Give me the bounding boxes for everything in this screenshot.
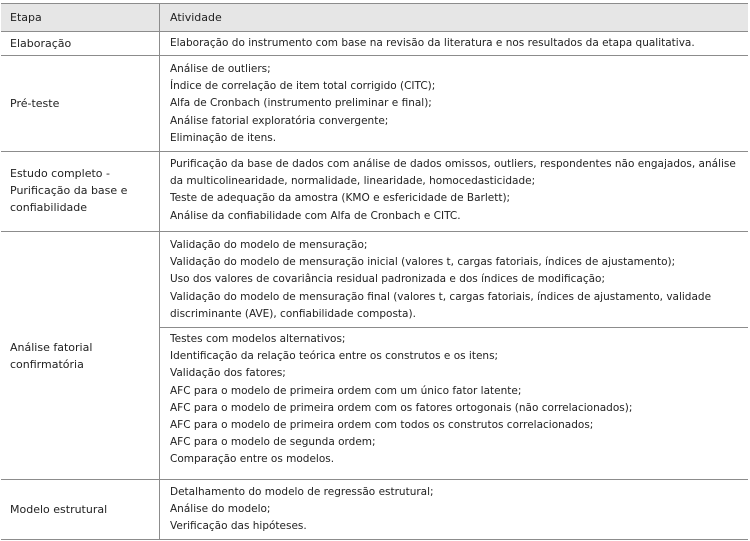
atividade-line: AFC para o modelo de primeira ordem com os fatores ortogonais (não correlacionados);: [170, 401, 633, 414]
table-row: [1, 151, 748, 231]
atividade-line: AFC para o modelo de primeira ordem com um único fator latente;: [170, 384, 522, 397]
atividade-line: Validação do modelo de mensuração;: [170, 239, 368, 251]
atividade-line: Validação do modelo de mensuração inicial (valores t, cargas fatoriais, índices de ajustamento);: [170, 256, 676, 269]
atividade-cell: [170, 331, 745, 469]
atividade-line: Análise da confiabilidade com Alfa de Cronbach e CITC.: [170, 209, 461, 222]
atividade-line: Elaboração do instrumento com base na revisão da literatura e nos resultados da etapa qualitativa.: [170, 37, 695, 49]
atividade-cell: [170, 484, 745, 536]
etapa-line: confiabilidade: [10, 201, 88, 214]
atividade-line: Detalhamento do modelo de regressão estrutural;: [170, 486, 434, 498]
column-divider: [159, 56, 160, 151]
atividade-cell: [170, 35, 745, 52]
table-row: [1, 231, 748, 479]
atividade-cell: [170, 237, 745, 323]
atividade-line: Análise fatorial exploratória convergente;: [170, 114, 389, 127]
etapa-line: Análise fatorial: [10, 341, 93, 354]
atividade-line: Validação do modelo de mensuração final (valores t, cargas fatoriais, índices de ajustamento, validade: [170, 290, 712, 303]
atividade-line: AFC para o modelo de segunda ordem;: [170, 436, 376, 449]
atividade-line: Eliminação de itens.: [170, 131, 277, 144]
atividade-line: Testes com modelos alternativos;: [170, 333, 346, 345]
atividade-line: AFC para o modelo de primeira ordem com todos os construtos correlacionados;: [170, 419, 594, 432]
atividade-line: Purificação da base de dados com análise de dados omissos, outliers, respondentes não engajados, análise: [170, 158, 736, 170]
header-atividade: Atividade: [170, 11, 222, 24]
etapa-line: Modelo estrutural: [10, 503, 108, 516]
table-header: [1, 3, 748, 31]
atividade-line: Análise de outliers;: [170, 63, 271, 75]
atividade-line: Uso dos valores de covariância residual padronizada e dos índices de modificação;: [170, 273, 606, 286]
column-divider: [159, 32, 160, 55]
column-divider: [159, 152, 160, 231]
atividade-line: Identificação da relação teórica entre os construtos e os itens;: [170, 350, 499, 363]
etapa-line: confirmatória: [10, 358, 84, 371]
atividade-cell: [170, 156, 745, 225]
etapa-cell: [10, 501, 155, 518]
etapa-line: Purificação da base e: [10, 184, 128, 197]
atividade-line: Análise do modelo;: [170, 503, 271, 516]
atividade-line: Validação dos fatores;: [170, 367, 286, 380]
atividade-line: discriminante (AVE), confiabilidade composta).: [170, 307, 416, 320]
etapa-cell: [10, 35, 155, 52]
atividade-line: Comparação entre os modelos.: [170, 453, 335, 466]
atividade-line: Índice de correlação de item total corrigido (CITC);: [170, 80, 436, 93]
atividade-line: Teste de adequação da amostra (KMO e esfericidade de Barlett);: [170, 192, 511, 205]
table-row: [1, 31, 748, 55]
table-row: [1, 479, 748, 540]
etapa-line: Estudo completo -: [10, 167, 110, 180]
column-divider: [159, 232, 160, 479]
column-divider: [159, 480, 160, 539]
column-divider: [159, 4, 160, 31]
atividade-cell: [170, 61, 745, 147]
etapa-cell: [10, 339, 155, 373]
atividade-line: da multicolinearidade, normalidade, linearidade, homocedasticidade;: [170, 175, 536, 188]
etapa-line: Elaboração: [10, 37, 72, 50]
etapa-cell: [10, 165, 155, 216]
atividade-line: Verificação das hipóteses.: [170, 520, 307, 533]
table-row: [1, 55, 748, 151]
sub-row-divider: [160, 327, 748, 328]
etapa-cell: [10, 95, 155, 112]
header-etapa: Etapa: [10, 11, 42, 24]
etapa-line: Pré-teste: [10, 97, 60, 110]
atividade-line: Alfa de Cronbach (instrumento preliminar e final);: [170, 97, 432, 110]
activities-table: [1, 0, 748, 540]
